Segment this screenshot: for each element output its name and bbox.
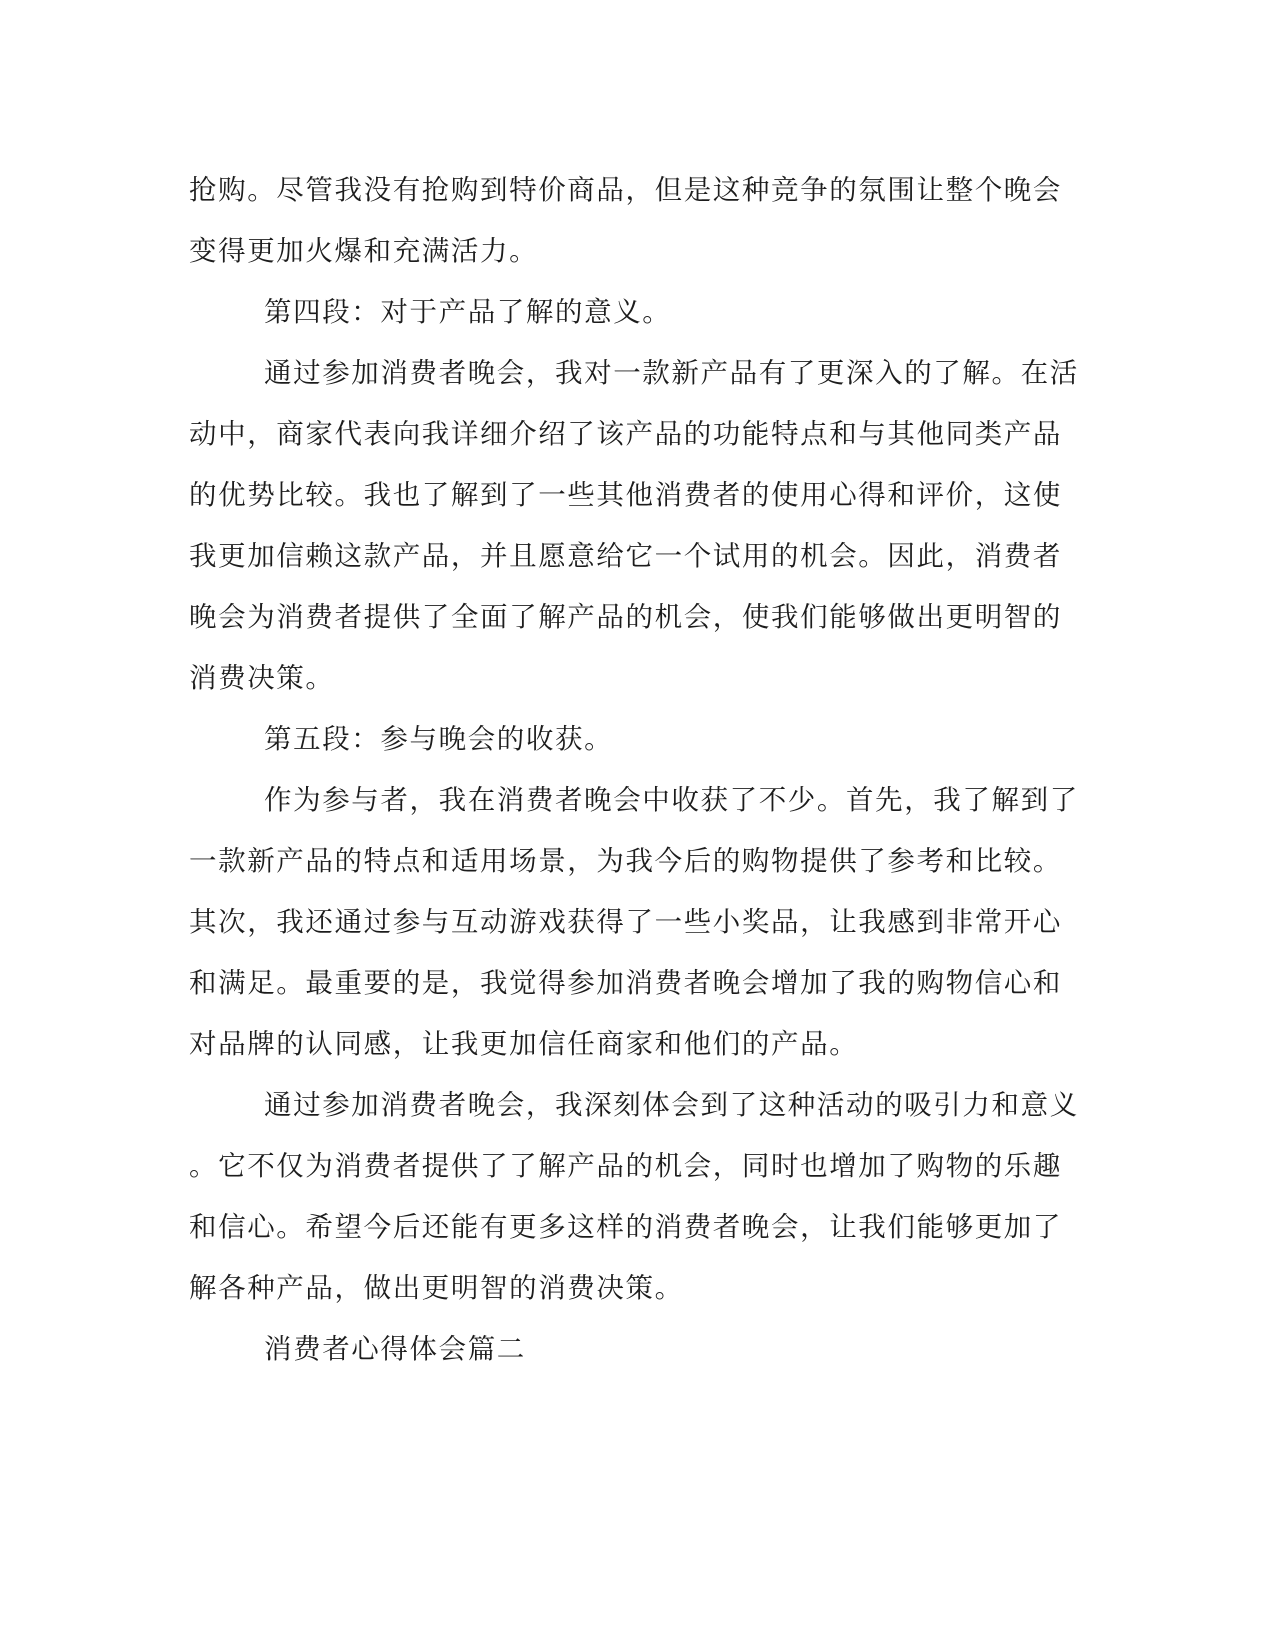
paragraph-line: 和满足。最重要的是，我觉得参加消费者晚会增加了我的购物信心和 bbox=[189, 967, 1062, 999]
paragraph-line: 消费决策。 bbox=[189, 662, 335, 694]
paragraph-line: 动中，商家代表向我详细介绍了该产品的功能特点和与其他同类产品 bbox=[189, 418, 1062, 450]
paragraph-line: 晚会为消费者提供了全面了解产品的机会，使我们能够做出更明智的 bbox=[189, 601, 1062, 633]
paragraph-line: 其次，我还通过参与互动游戏获得了一些小奖品，让我感到非常开心 bbox=[189, 906, 1062, 938]
section-heading: 第五段：参与晚会的收获。 bbox=[264, 723, 614, 755]
paragraph-line: 变得更加火爆和充满活力。 bbox=[189, 235, 539, 267]
paragraph-line: 通过参加消费者晚会，我深刻体会到了这种活动的吸引力和意义 bbox=[264, 1089, 1079, 1121]
paragraph-line: 和信心。希望今后还能有更多这样的消费者晚会，让我们能够更加了 bbox=[189, 1211, 1062, 1243]
section-title: 消费者心得体会篇二 bbox=[264, 1333, 526, 1365]
paragraph-line: 抢购。尽管我没有抢购到特价商品，但是这种竞争的氛围让整个晚会 bbox=[189, 174, 1062, 206]
paragraph-line: 通过参加消费者晚会，我对一款新产品有了更深入的了解。在活 bbox=[264, 357, 1079, 389]
paragraph-line: 作为参与者，我在消费者晚会中收获了不少。首先，我了解到了 bbox=[264, 784, 1079, 816]
paragraph-line: 的优势比较。我也了解到了一些其他消费者的使用心得和评价，这使 bbox=[189, 479, 1062, 511]
paragraph-line: 。它不仅为消费者提供了了解产品的机会，同时也增加了购物的乐趣 bbox=[189, 1150, 1062, 1182]
paragraph-line: 我更加信赖这款产品，并且愿意给它一个试用的机会。因此，消费者 bbox=[189, 540, 1062, 572]
paragraph-line: 解各种产品，做出更明智的消费决策。 bbox=[189, 1272, 684, 1304]
paragraph-line: 对品牌的认同感，让我更加信任商家和他们的产品。 bbox=[189, 1028, 859, 1060]
section-heading: 第四段：对于产品了解的意义。 bbox=[264, 296, 672, 328]
paragraph-line: 一款新产品的特点和适用场景，为我今后的购物提供了参考和比较。 bbox=[189, 845, 1062, 877]
